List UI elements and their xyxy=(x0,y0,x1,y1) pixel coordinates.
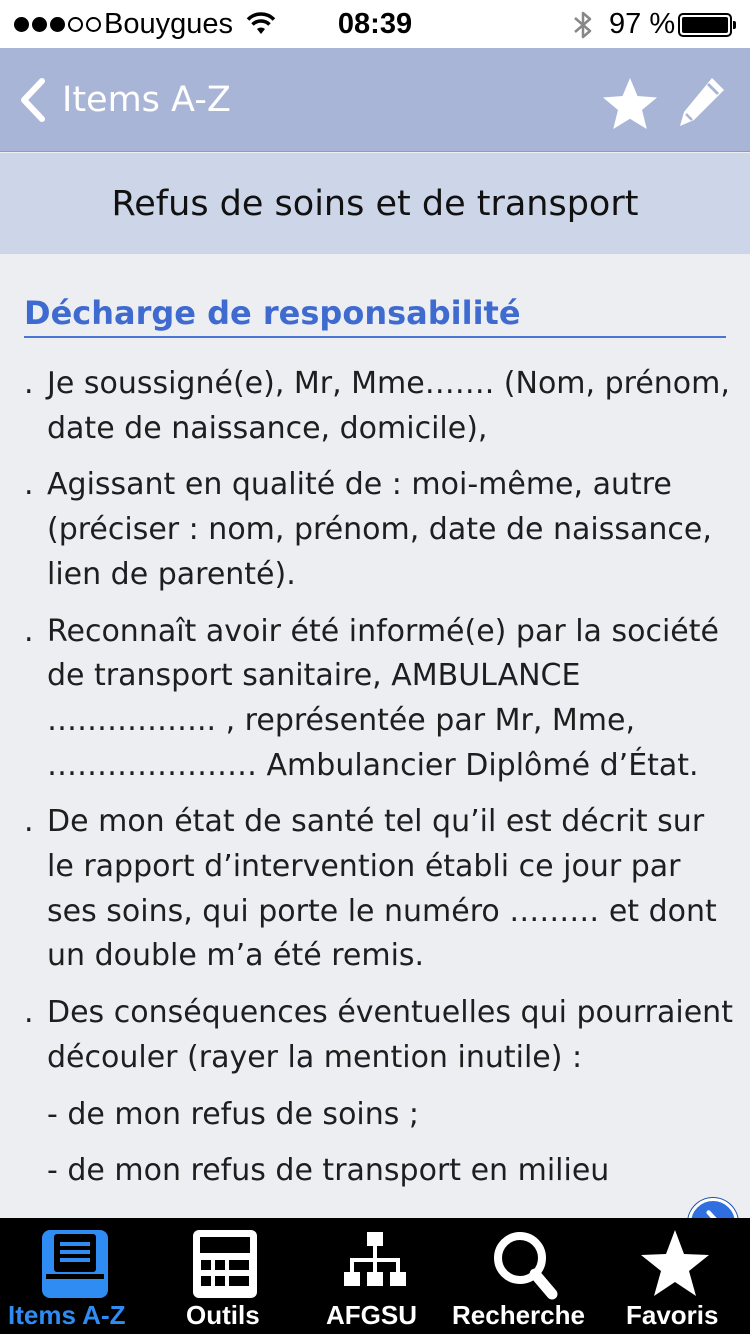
tab-bar xyxy=(0,1218,750,1334)
paragraph-text: Des conséquences éventuelles qui pourraient découler (rayer la mention inutile) : xyxy=(47,995,733,1075)
dash-item: - de mon refus de soins ; xyxy=(47,1096,420,1132)
star-icon xyxy=(638,1228,712,1300)
paragraph-text: Reconnaît avoir été informé(e) par la société de transport sanitaire, AMBULANCE …………….. , représentée par Mr, Mme, ………………… Ambulancier Diplômé d’État. xyxy=(47,613,719,783)
bluetooth-icon xyxy=(572,9,594,41)
inbox-icon xyxy=(38,1228,112,1300)
chevron-left-icon xyxy=(18,77,48,123)
status-bar xyxy=(0,0,750,48)
paragraph-text: Agissant en qualité de : moi-même, autre (préciser : nom, prénom, date de naissance, lien de parenté). xyxy=(47,467,712,592)
bullet: . xyxy=(24,613,34,649)
page-title: Refus de soins et de transport xyxy=(0,153,750,254)
dash-item: - de mon refus de transport en milieu xyxy=(47,1153,610,1189)
battery-percentage: 97 % xyxy=(609,8,676,40)
back-button-label: Items A-Z xyxy=(62,80,231,120)
paragraph xyxy=(24,463,734,597)
calculator-icon xyxy=(188,1228,262,1300)
tab-afgsu[interactable] xyxy=(300,1218,450,1334)
tab-items-a-z[interactable] xyxy=(0,1218,150,1334)
back-button[interactable] xyxy=(18,48,231,152)
signal-strength-icon xyxy=(14,0,101,48)
tab-outils[interactable] xyxy=(150,1218,300,1334)
bullet: . xyxy=(24,804,34,840)
tab-label: Outils xyxy=(186,1300,260,1330)
bullet: . xyxy=(24,995,34,1031)
edit-pencil-button[interactable] xyxy=(674,72,728,132)
article-content[interactable] xyxy=(0,254,750,1218)
carrier-name: Bouygues xyxy=(104,8,233,40)
search-icon xyxy=(488,1228,562,1300)
tab-label: Favoris xyxy=(626,1300,719,1330)
paragraph xyxy=(24,362,734,451)
paragraph-list xyxy=(24,362,734,1206)
tab-recherche[interactable] xyxy=(450,1218,600,1334)
favorite-star-button[interactable] xyxy=(600,76,660,132)
bullet: . xyxy=(24,366,34,401)
bullet: . xyxy=(24,467,34,503)
tab-label: AFGSU xyxy=(326,1300,417,1330)
paragraph xyxy=(24,610,734,789)
paragraph-text: De mon état de santé tel qu’il est décrit sur le rapport d’intervention établi ce jour par ses soins, qui porte le numéro ……… et dont un double m’a été remis. xyxy=(47,804,717,974)
tab-favoris[interactable] xyxy=(600,1218,750,1334)
wifi-icon xyxy=(246,12,276,36)
clock: 08:39 xyxy=(337,8,413,40)
paragraph-text: Je soussigné(e), Mr, Mme……. (Nom, prénom, date de naissance, domicile), xyxy=(47,366,730,446)
paragraph xyxy=(24,800,734,979)
battery-icon xyxy=(678,13,732,37)
navigation-bar xyxy=(0,48,750,152)
tab-label: Recherche xyxy=(452,1300,585,1330)
section-heading: Décharge de responsabilité xyxy=(24,294,726,338)
tab-label: Items A-Z xyxy=(8,1300,126,1330)
hierarchy-icon xyxy=(338,1228,412,1300)
paragraph xyxy=(24,991,734,1080)
